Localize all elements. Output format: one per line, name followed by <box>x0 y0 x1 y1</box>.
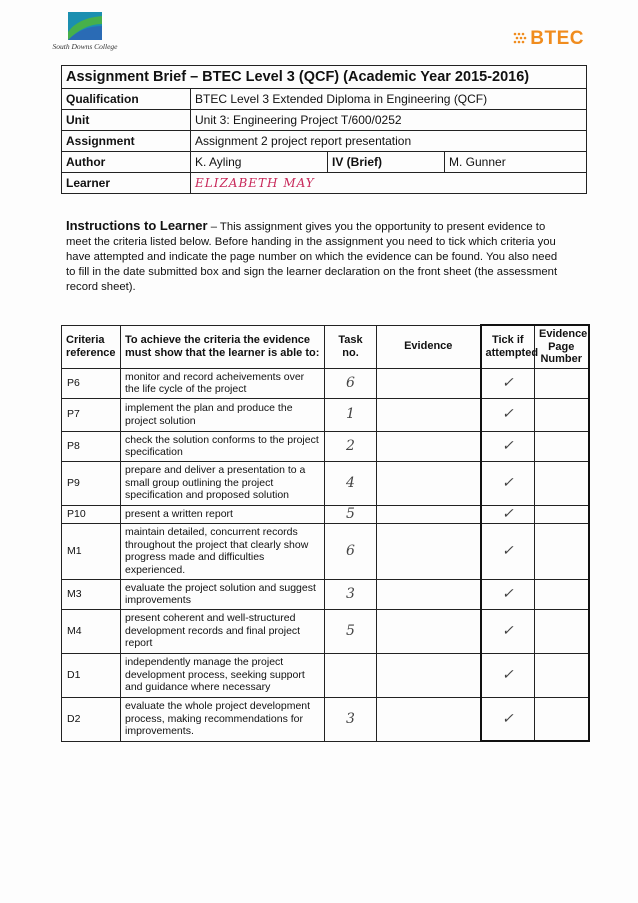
page-number-cell[interactable] <box>535 431 589 461</box>
criteria-ref: M4 <box>62 609 121 653</box>
assignment-value: Assignment 2 project report presentation <box>191 131 587 152</box>
learner-signature: ELIZABETH MAY <box>195 176 315 190</box>
tick-cell[interactable]: ✓ <box>481 523 535 579</box>
criteria-desc: check the solution conforms to the project specification <box>121 431 325 461</box>
table-row <box>62 653 589 697</box>
task-number[interactable]: 2 <box>325 431 377 461</box>
btec-dots-icon <box>513 31 527 47</box>
college-logo <box>40 12 130 51</box>
criteria-ref: P6 <box>62 368 121 398</box>
header-evidence-page-number: Evidence Page Number <box>535 325 589 368</box>
header-criteria-reference: Criteria reference <box>62 325 121 368</box>
task-number[interactable]: 4 <box>325 461 377 505</box>
tick-cell[interactable]: ✓ <box>481 505 535 523</box>
tick-cell[interactable]: ✓ <box>481 653 535 697</box>
task-number[interactable]: 3 <box>325 579 377 609</box>
brief-title: Assignment Brief – BTEC Level 3 (QCF) (Academic Year 2015-2016) <box>62 66 587 89</box>
header-tick-if-attempted: Tick if attempted <box>481 325 535 368</box>
tick-cell[interactable]: ✓ <box>481 431 535 461</box>
criteria-ref: P8 <box>62 431 121 461</box>
page-number-cell[interactable] <box>535 609 589 653</box>
instructions-paragraph <box>66 218 566 295</box>
table-row <box>62 461 589 505</box>
criteria-ref: M1 <box>62 523 121 579</box>
learner-value <box>191 173 587 194</box>
qualification-label: Qualification <box>62 89 191 110</box>
page-number-cell[interactable] <box>535 398 589 431</box>
evidence-cell[interactable] <box>377 368 481 398</box>
page-number-cell[interactable] <box>535 461 589 505</box>
criteria-ref: P10 <box>62 505 121 523</box>
task-number[interactable]: 1 <box>325 398 377 431</box>
table-row <box>62 505 589 523</box>
tick-cell[interactable]: ✓ <box>481 697 535 741</box>
instructions-title: Instructions to Learner <box>66 218 208 233</box>
header-task-no: Task no. <box>325 325 377 368</box>
table-row <box>62 697 589 741</box>
assignment-brief-table <box>61 65 587 194</box>
task-number[interactable] <box>325 653 377 697</box>
header-criteria-description: To achieve the criteria the evidence must show that the learner is able to: <box>121 325 325 368</box>
page-number-cell[interactable] <box>535 505 589 523</box>
criteria-desc: monitor and record acheivements over the life cycle of the project <box>121 368 325 398</box>
instructions-body: – This assignment gives you the opportunity to present evidence to meet the criteria listed below. Before handing in the assignment you need to tick which criteria you have attempted and indicate the page number on which the evidence can be found. You also need to fill in the date submitted box and sign the learner declaration on the front sheet (the assessment record sheet). <box>66 221 558 293</box>
author-value: K. Ayling <box>191 152 328 173</box>
criteria-ref: D2 <box>62 697 121 741</box>
page-number-cell[interactable] <box>535 697 589 741</box>
evidence-cell[interactable] <box>377 461 481 505</box>
criteria-ref: P7 <box>62 398 121 431</box>
criteria-desc: maintain detailed, concurrent records throughout the project that clearly show progress made and difficulties experienced. <box>121 523 325 579</box>
task-number[interactable]: 5 <box>325 505 377 523</box>
task-number[interactable]: 5 <box>325 609 377 653</box>
criteria-desc: implement the plan and produce the project solution <box>121 398 325 431</box>
page-number-cell[interactable] <box>535 523 589 579</box>
iv-value: M. Gunner <box>445 152 587 173</box>
criteria-desc: prepare and deliver a presentation to a small group outlining the project specification and proposed solution <box>121 461 325 505</box>
unit-value: Unit 3: Engineering Project T/600/0252 <box>191 110 587 131</box>
tick-cell[interactable]: ✓ <box>481 609 535 653</box>
criteria-ref: D1 <box>62 653 121 697</box>
criteria-desc: evaluate the project solution and suggest improvements <box>121 579 325 609</box>
evidence-cell[interactable] <box>377 505 481 523</box>
evidence-cell[interactable] <box>377 579 481 609</box>
task-number[interactable]: 6 <box>325 523 377 579</box>
evidence-cell[interactable] <box>377 523 481 579</box>
table-row <box>62 579 589 609</box>
table-row <box>62 609 589 653</box>
qualification-value: BTEC Level 3 Extended Diploma in Engineering (QCF) <box>191 89 587 110</box>
iv-label: IV (Brief) <box>328 152 445 173</box>
task-number[interactable]: 6 <box>325 368 377 398</box>
task-number[interactable]: 3 <box>325 697 377 741</box>
btec-wordmark: BTEC <box>530 28 584 49</box>
btec-logo <box>513 28 584 50</box>
criteria-desc: present a written report <box>121 505 325 523</box>
evidence-cell[interactable] <box>377 609 481 653</box>
author-label: Author <box>62 152 191 173</box>
page-number-cell[interactable] <box>535 368 589 398</box>
evidence-cell[interactable] <box>377 697 481 741</box>
college-name: South Downs College <box>52 42 118 51</box>
unit-label: Unit <box>62 110 191 131</box>
table-row <box>62 431 589 461</box>
criteria-desc: independently manage the project development process, seeking support and guidance where necessary <box>121 653 325 697</box>
page-number-cell[interactable] <box>535 653 589 697</box>
assignment-label: Assignment <box>62 131 191 152</box>
evidence-cell[interactable] <box>377 431 481 461</box>
tick-cell[interactable]: ✓ <box>481 461 535 505</box>
header-evidence: Evidence <box>377 325 481 368</box>
evidence-cell[interactable] <box>377 653 481 697</box>
criteria-table <box>61 324 590 742</box>
table-row <box>62 398 589 431</box>
criteria-desc: evaluate the whole project development process, making recommendations for improvements. <box>121 697 325 741</box>
page-number-cell[interactable] <box>535 579 589 609</box>
criteria-ref: M3 <box>62 579 121 609</box>
college-logo-icon <box>68 12 102 40</box>
tick-cell[interactable]: ✓ <box>481 579 535 609</box>
table-row <box>62 523 589 579</box>
evidence-cell[interactable] <box>377 398 481 431</box>
tick-cell[interactable]: ✓ <box>481 368 535 398</box>
tick-cell[interactable]: ✓ <box>481 398 535 431</box>
table-row <box>62 368 589 398</box>
criteria-ref: P9 <box>62 461 121 505</box>
learner-label: Learner <box>62 173 191 194</box>
criteria-desc: present coherent and well-structured development records and final project report <box>121 609 325 653</box>
